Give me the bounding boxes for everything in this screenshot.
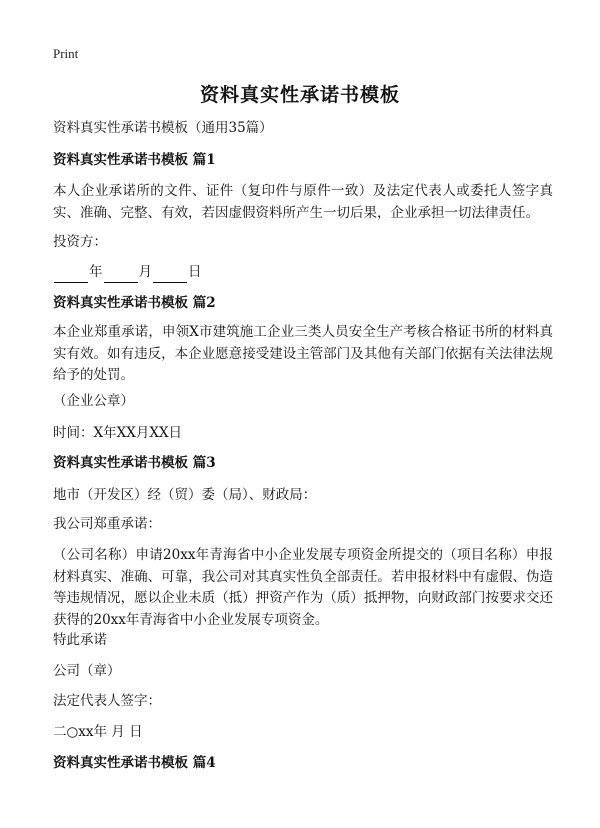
section-3-paragraph: （公司名称）申请20xx年青海省中小企业发展专项资金所提交的（项目名称）申报材料真实、准确、可靠，我公司对其真实性负全部责任。若申报材料中有虚假、伪造等违规情况，愿以企业未质（抵）押资产作为（质）抵押物，向财政部门按要求交还获得的20xx年青海省中小企业发展专项资金。 [53, 547, 553, 628]
document-title: 资料真实性承诺书模板 [199, 84, 400, 106]
company-seal: （企业公章） [53, 393, 134, 409]
section-1-paragraph: 本人企业承诺所的文件、证件（复印件与原件一致）及法定代表人或委托人签字真实、准确、完整、有效，若因虚假资料所产生一切后果，企业承担一切法律责任。 [53, 183, 553, 221]
year-blank[interactable] [54, 268, 88, 283]
company-stamp-line: 公司（章） [53, 663, 121, 679]
investor-label: 投资方： [53, 234, 107, 250]
month-blank[interactable] [104, 268, 138, 283]
commitment-intro: 我公司郑重承诺： [53, 516, 161, 532]
month-label: 月 [138, 264, 152, 280]
day-label: 日 [188, 264, 202, 280]
section-heading-4: 资料真实性承诺书模板 篇4 [53, 755, 216, 771]
print-link[interactable]: Print [53, 46, 79, 61]
section-2-paragraph: 本企业郑重承诺，申领X市建筑施工企业三类人员安全生产考核合格证书所的材料真实有效。如有违反，本企业愿意接受建设主管部门及其他有关部门依据有关法律法规给予的处罚。 [53, 324, 553, 383]
document-subtitle: 资料真实性承诺书模板（通用35篇） [53, 120, 273, 136]
legal-rep-signature: 法定代表人签字： [53, 693, 161, 709]
year-label: 年 [89, 264, 103, 280]
addressee-line: 地市（开发区）经（贸）委（局）、财政局： [53, 487, 317, 503]
date-line-1 [53, 262, 553, 283]
section-heading-1: 资料真实性承诺书模板 篇1 [53, 152, 216, 168]
section-heading-2: 资料真实性承诺书模板 篇2 [53, 295, 216, 311]
date-line-3: 二○xx年 月 日 [53, 724, 143, 740]
special-commitment: 特此承诺 [53, 632, 107, 648]
section-heading-3: 资料真实性承诺书模板 篇3 [53, 455, 216, 471]
time-line: 时间：X年XX月XX日 [53, 425, 183, 441]
day-blank[interactable] [153, 268, 187, 283]
